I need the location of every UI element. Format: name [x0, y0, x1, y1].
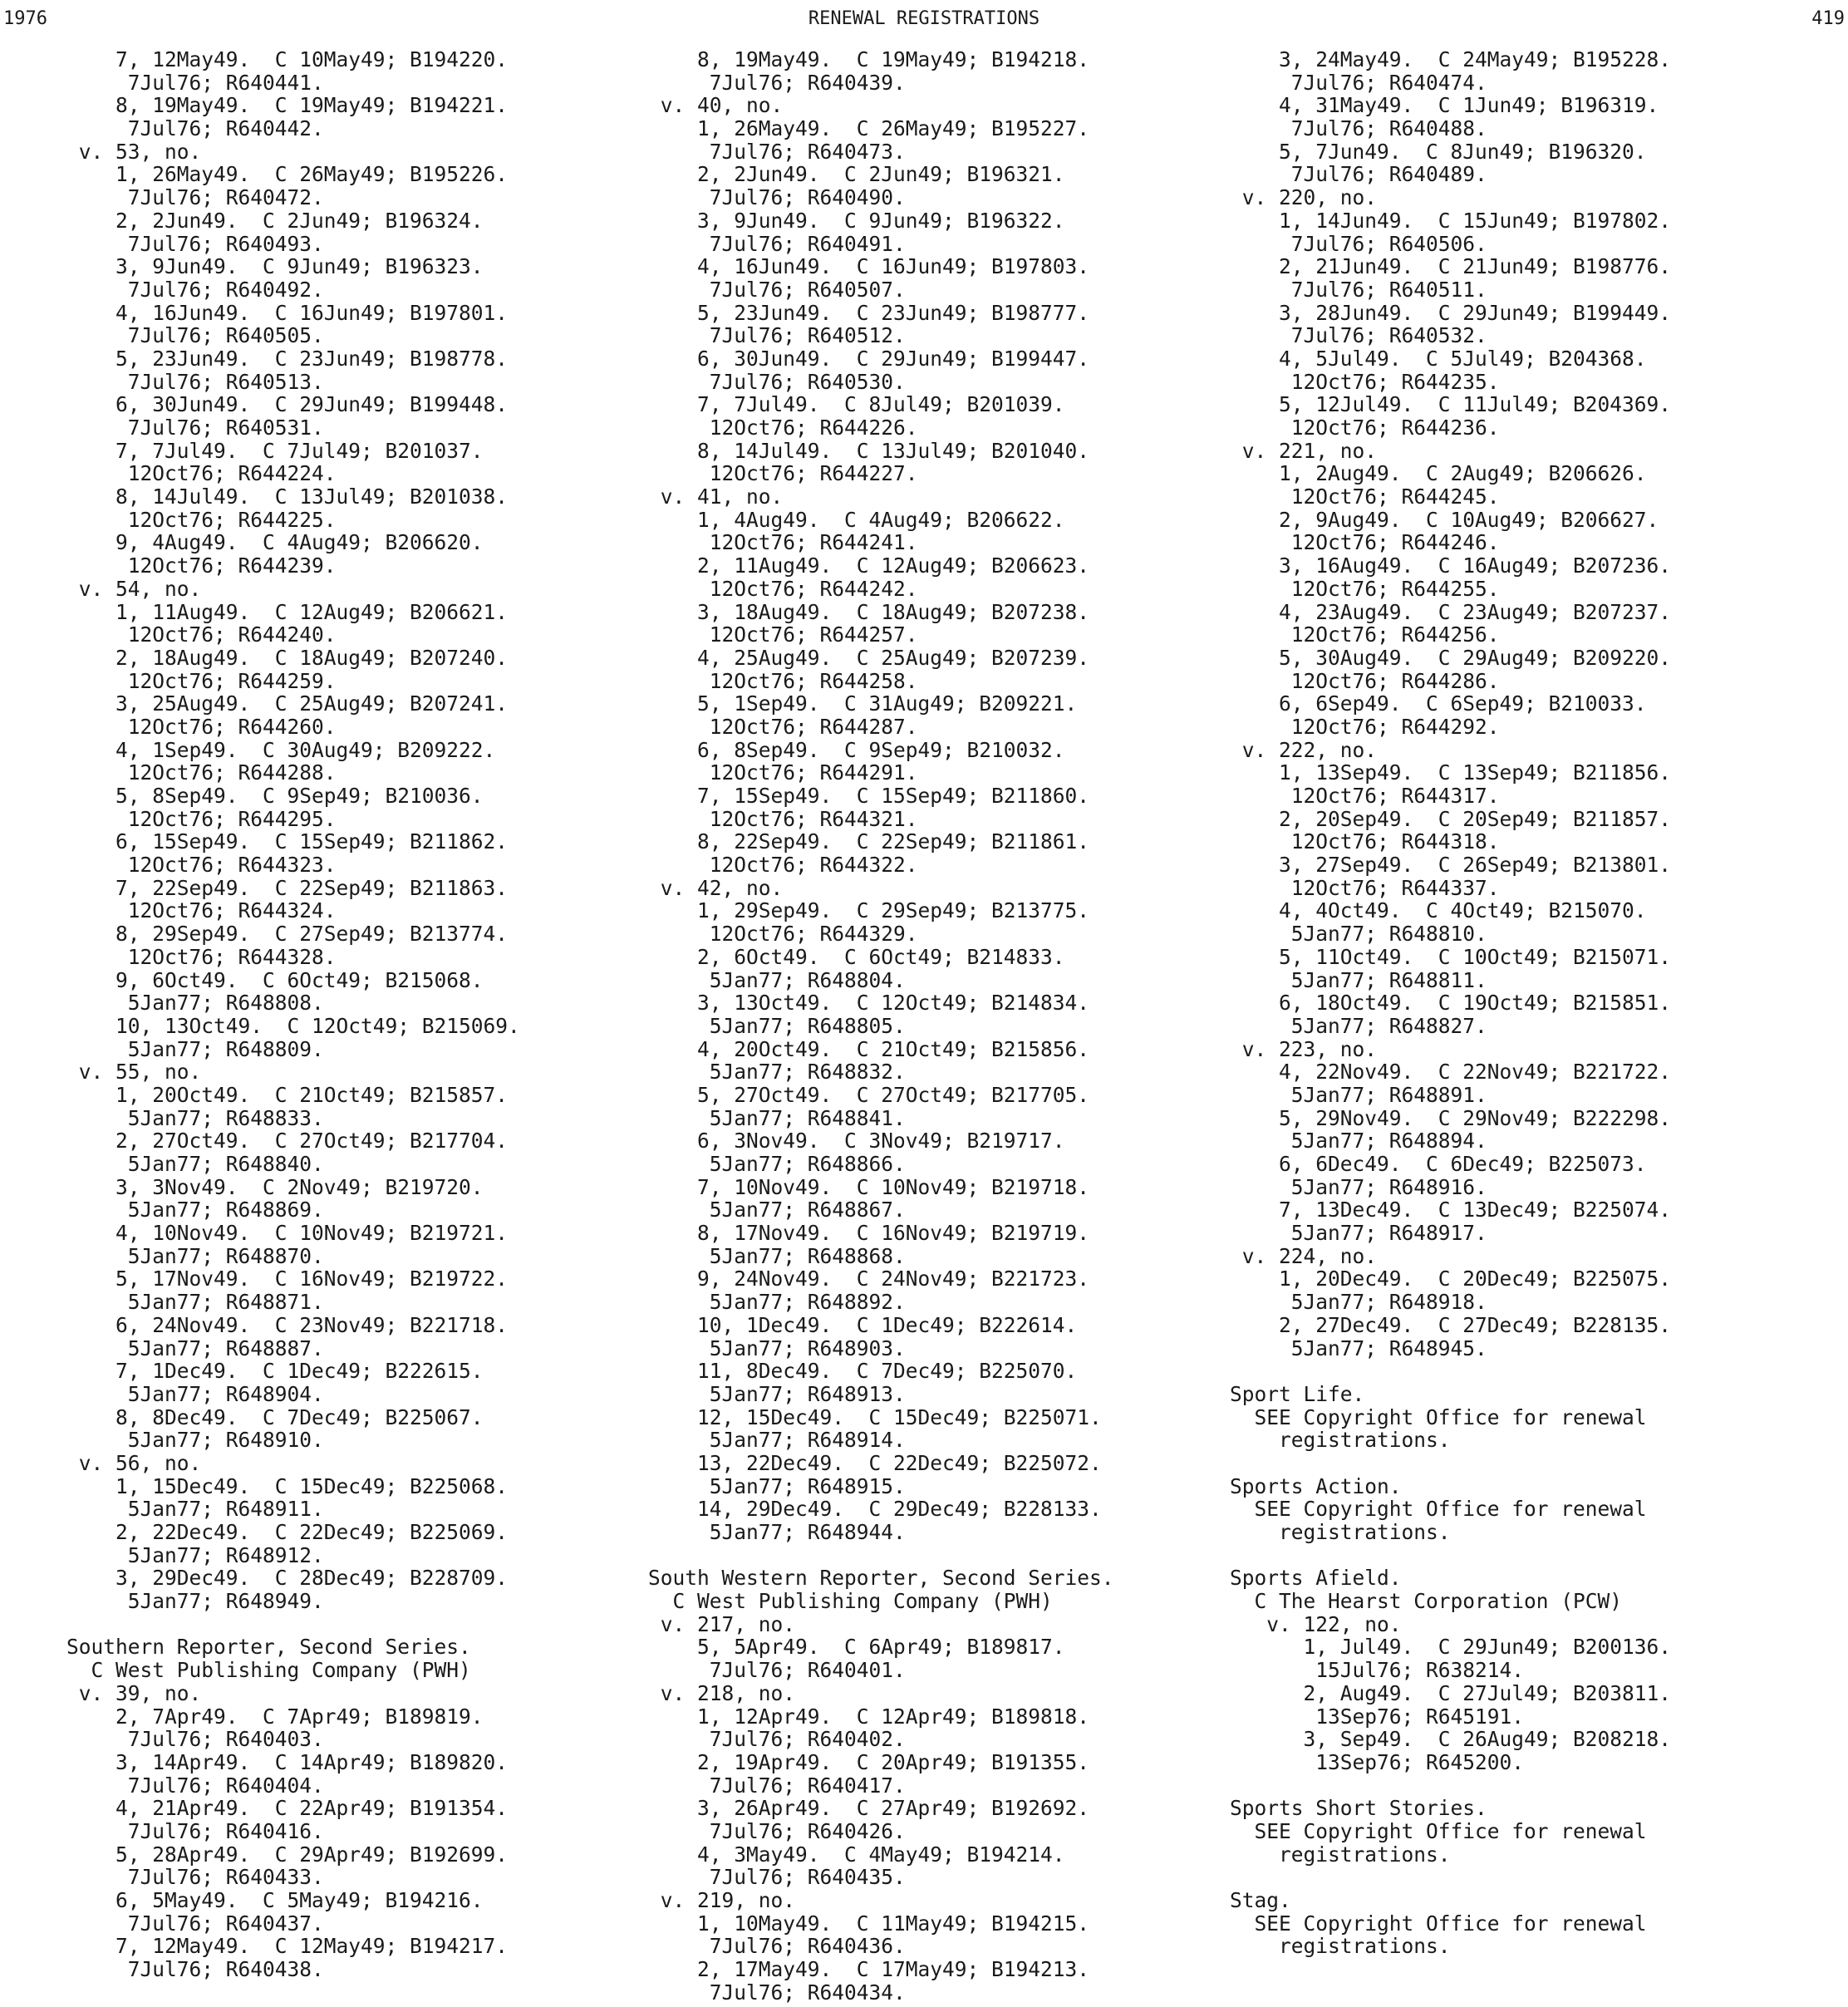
entry-line: 12Oct76; R644226.	[648, 416, 918, 440]
entry-line: 4, 23Aug49. C 23Aug49; B207237.	[1230, 599, 1672, 624]
entry-line: 7Jul76; R640506.	[1230, 231, 1487, 256]
entry-line: 12Oct76; R644291.	[648, 760, 918, 785]
entry-line: 5Jan77; R648827.	[1230, 1013, 1487, 1038]
entry-line: 12Oct76; R644224.	[66, 461, 337, 486]
entry-line: registrations.	[1230, 1428, 1451, 1453]
entry-line: 9, 6Oct49. C 6Oct49; B215068.	[66, 967, 484, 992]
entry-line: 12Oct76; R644241.	[648, 530, 918, 555]
entry-line: 4, 16Jun49. C 16Jun49; B197803.	[648, 254, 1090, 279]
entry-line: 4, 20Oct49. C 21Oct49; B215856.	[648, 1036, 1090, 1061]
entry-line: 2, 20Sep49. C 20Sep49; B211857.	[1230, 806, 1672, 831]
entry-line: South Western Reporter, Second Series.	[648, 1566, 1114, 1591]
entry-line: 3, 27Sep49. C 26Sep49; B213801.	[1230, 853, 1672, 878]
entry-line: 7Jul76; R640507.	[648, 277, 906, 302]
entry-line: 4, 22Nov49. C 22Nov49; B221722.	[1230, 1060, 1672, 1085]
entry-line: 2, 11Aug49. C 12Aug49; B206623.	[648, 553, 1090, 578]
entry-line: 7Jul76; R640402.	[648, 1727, 906, 1752]
page-header	[0, 5, 1848, 33]
entry-line: 1, Jul49. C 29Jun49; B200136.	[1230, 1635, 1672, 1660]
entry-line: 7Jul76; R640490.	[648, 185, 906, 210]
entry-line: 12Oct76; R644329.	[648, 922, 918, 947]
entry-line: 5Jan77; R648904.	[66, 1381, 324, 1406]
entry-line: registrations.	[1230, 1520, 1451, 1544]
entry-line: 3, 18Aug49. C 18Aug49; B207238.	[648, 599, 1090, 624]
entry-line: 3, 24May49. C 24May49; B195228.	[1230, 47, 1672, 71]
entry-line: v. 221, no.	[1230, 438, 1378, 463]
entry-line: C The Hearst Corporation (PCW)	[1230, 1589, 1623, 1614]
entry-line: 3, 29Dec49. C 28Dec49; B228709.	[66, 1566, 509, 1591]
entry-line: 2, 21Jun49. C 21Jun49; B198776.	[1230, 254, 1672, 279]
entry-line: v. 39, no.	[66, 1680, 202, 1705]
entry-line: 13, 22Dec49. C 22Dec49; B225072.	[648, 1450, 1102, 1475]
entry-line: 12Oct76; R644255.	[1230, 576, 1500, 601]
entry-line: SEE Copyright Office for renewal	[1230, 1818, 1647, 1843]
entry-line	[66, 1613, 615, 1636]
entry-line	[1230, 1774, 1828, 1798]
entry-line: 5, 7Jun49. C 8Jun49; B196320.	[1230, 139, 1647, 164]
entry-line: 1, 26May49. C 26May49; B195227.	[648, 116, 1090, 141]
entry-line: 4, 31May49. C 1Jun49; B196319.	[1230, 93, 1659, 118]
entry-line: 12Oct76; R644240.	[66, 622, 337, 647]
entry-line: 2, 27Oct49. C 27Oct49; B217704.	[66, 1129, 509, 1154]
entry-line: 5Jan77; R648870.	[66, 1243, 324, 1268]
entry-line: 7Jul76; R640434.	[648, 1980, 906, 2005]
entry-line: 5, 23Jun49. C 23Jun49; B198777.	[648, 300, 1090, 325]
entry-line: 1, 2Aug49. C 2Aug49; B206626.	[1230, 461, 1647, 486]
entry-line: 2, 22Dec49. C 22Dec49; B225069.	[66, 1520, 509, 1544]
entry-line: 12Oct76; R644323.	[66, 853, 337, 878]
entry-line: 5Jan77; R648915.	[648, 1473, 906, 1498]
entry-line: 12Oct76; R644225.	[66, 507, 337, 532]
entry-line: 7, 22Sep49. C 22Sep49; B211863.	[66, 875, 509, 900]
entry-line: 5Jan77; R648809.	[66, 1036, 324, 1061]
entry-line: 5Jan77; R648949.	[66, 1589, 324, 1614]
entry-line: 7Jul76; R640505.	[66, 323, 324, 348]
entry-line: 12Oct76; R644295.	[66, 806, 337, 831]
entry-line: 7, 13Dec49. C 13Dec49; B225074.	[1230, 1198, 1672, 1222]
entry-line: 5Jan77; R648833.	[66, 1105, 324, 1130]
entry-line: 2, 9Aug49. C 10Aug49; B206627.	[1230, 507, 1659, 532]
entry-line: 12Oct76; R644318.	[1230, 829, 1500, 854]
entry-line: 2, Aug49. C 27Jul49; B203811.	[1230, 1680, 1672, 1705]
entry-line: 8, 19May49. C 19May49; B194221.	[66, 93, 509, 118]
entry-line: 13Sep76; R645191.	[1230, 1704, 1525, 1729]
entry-line: 9, 24Nov49. C 24Nov49; B221723.	[648, 1267, 1090, 1291]
entry-line: 7Jul76; R640530.	[648, 369, 906, 394]
entry-line: 1, 14Jun49. C 15Jun49; B197802.	[1230, 208, 1672, 233]
entry-line: 3, 28Jun49. C 29Jun49; B199449.	[1230, 300, 1672, 325]
entry-line: C West Publishing Company (PWH)	[648, 1589, 1053, 1614]
entry-line: 1, 10May49. C 11May49; B194215.	[648, 1911, 1090, 1936]
entry-line: 2, 7Apr49. C 7Apr49; B189819.	[66, 1704, 484, 1729]
entry-line: 4, 16Jun49. C 16Jun49; B197801.	[66, 300, 509, 325]
entry-line: 15Jul76; R638214.	[1230, 1658, 1525, 1683]
entry-line: 7Jul76; R640492.	[66, 277, 324, 302]
entry-line: 6, 6Dec49. C 6Dec49; B225073.	[1230, 1152, 1647, 1176]
entry-line: 5Jan77; R648808.	[66, 991, 324, 1016]
entry-line: 2, 27Dec49. C 27Dec49; B228135.	[1230, 1312, 1672, 1337]
entry-line: 2, 2Jun49. C 2Jun49; B196321.	[648, 162, 1065, 187]
entry-line: 5, 5Apr49. C 6Apr49; B189817.	[648, 1635, 1065, 1660]
entry-line: 7Jul76; R640473.	[648, 139, 906, 164]
entry-line: 6, 5May49. C 5May49; B194216.	[66, 1888, 484, 1912]
entry-line: SEE Copyright Office for renewal	[1230, 1911, 1647, 1936]
entry-line	[1230, 1452, 1828, 1475]
entry-line: 9, 4Aug49. C 4Aug49; B206620.	[66, 530, 484, 555]
entry-line: 4, 1Sep49. C 30Aug49; B209222.	[66, 737, 496, 762]
entry-line: 7Jul76; R640513.	[66, 369, 324, 394]
entry-line: v. 40, no.	[648, 93, 784, 118]
entry-line: 2, 19Apr49. C 20Apr49; B191355.	[648, 1749, 1090, 1774]
entry-line: 12Oct76; R644292.	[1230, 714, 1500, 739]
entry-line: 7Jul76; R640532.	[1230, 323, 1487, 348]
entry-line: 2, 18Aug49. C 18Aug49; B207240.	[66, 645, 509, 670]
entry-line: 3, 13Oct49. C 12Oct49; B214834.	[648, 991, 1090, 1016]
entry-line: 5, 1Sep49. C 31Aug49; B209221.	[648, 691, 1078, 716]
entry-line: 6, 30Jun49. C 29Jun49; B199448.	[66, 392, 509, 417]
text-column-middle	[648, 47, 1188, 2005]
entry-line: 5Jan77; R648804.	[648, 967, 906, 992]
entry-line: 5Jan77; R648892.	[648, 1290, 906, 1315]
entry-line: 4, 4Oct49. C 4Oct49; B215070.	[1230, 898, 1647, 923]
entry-line: 12Oct76; R644256.	[1230, 622, 1500, 647]
entry-line: 12Oct76; R644321.	[648, 806, 918, 831]
text-column-left	[66, 48, 615, 1993]
entry-line: 5Jan77; R648867.	[648, 1198, 906, 1222]
entry-line: v. 217, no.	[648, 1611, 796, 1636]
entry-line	[648, 1544, 1188, 1567]
entry-line: 7, 7Jul49. C 7Jul49; B201037.	[66, 438, 484, 463]
entry-line: 12Oct76; R644245.	[1230, 485, 1500, 509]
entry-line: 6, 6Sep49. C 6Sep49; B210033.	[1230, 691, 1647, 716]
entry-line: 12Oct76; R644236.	[1230, 416, 1500, 440]
entry-line: 7, 15Sep49. C 15Sep49; B211860.	[648, 784, 1090, 808]
entry-line: 12Oct76; R644235.	[1230, 369, 1500, 394]
entry-line: 2, 6Oct49. C 6Oct49; B214833.	[648, 944, 1065, 969]
entry-line: 7Jul76; R640436.	[648, 1934, 906, 1959]
entry-line: 5Jan77; R648944.	[648, 1520, 906, 1544]
entry-line: 8, 19May49. C 19May49; B194218.	[648, 47, 1090, 71]
entry-line: Sports Afield.	[1230, 1566, 1402, 1591]
entry-line: 8, 8Dec49. C 7Dec49; B225067.	[66, 1404, 484, 1429]
entry-line: 12Oct76; R644246.	[1230, 530, 1500, 555]
entry-line: 5Jan77; R648912.	[66, 1542, 324, 1567]
entry-line: 7Jul76; R640426.	[648, 1818, 906, 1843]
entry-line: 5Jan77; R648871.	[66, 1290, 324, 1315]
entry-line: Sports Short Stories.	[1230, 1796, 1487, 1821]
entry-line: 5Jan77; R648866.	[648, 1152, 906, 1176]
entry-line: 5Jan77; R648910.	[66, 1428, 324, 1453]
entry-line: SEE Copyright Office for renewal	[1230, 1497, 1647, 1522]
entry-line: 7Jul76; R640493.	[66, 231, 324, 256]
entry-line: 1, 26May49. C 26May49; B195226.	[66, 162, 509, 187]
entry-line: 11, 8Dec49. C 7Dec49; B225070.	[648, 1359, 1078, 1384]
entry-line: 5Jan77; R648840.	[66, 1152, 324, 1176]
entry-line: 7, 1Dec49. C 1Dec49; B222615.	[66, 1359, 484, 1384]
entry-line: 7, 12May49. C 10May49; B194220.	[66, 47, 509, 71]
entry-line: v. 223, no.	[1230, 1036, 1378, 1061]
entry-line: 5Jan77; R648917.	[1230, 1221, 1487, 1246]
entry-line: v. 218, no.	[648, 1680, 796, 1705]
entry-line: 12Oct76; R644324.	[66, 898, 337, 923]
entry-line: 5Jan77; R648913.	[648, 1381, 906, 1406]
entry-line: 7Jul76; R640474.	[1230, 70, 1487, 95]
entry-line: 5Jan77; R648918.	[1230, 1290, 1487, 1315]
entry-line: 1, 13Sep49. C 13Sep49; B211856.	[1230, 760, 1672, 785]
entry-line: Sport Life.	[1230, 1381, 1365, 1406]
entry-line: 6, 15Sep49. C 15Sep49; B211862.	[66, 829, 509, 854]
entry-line: 12Oct76; R644288.	[66, 760, 337, 785]
entry-line: 6, 30Jun49. C 29Jun49; B199447.	[648, 346, 1090, 371]
entry-line: 3, 16Aug49. C 16Aug49; B207236.	[1230, 553, 1672, 578]
entry-line: 7Jul76; R640438.	[66, 1957, 324, 1982]
entry-line: 5, 30Aug49. C 29Aug49; B209220.	[1230, 645, 1672, 670]
entry-line: 12Oct76; R644328.	[66, 944, 337, 969]
entry-line: v. 56, no.	[66, 1450, 202, 1475]
entry-line: 10, 1Dec49. C 1Dec49; B222614.	[648, 1312, 1078, 1337]
entry-line: 4, 25Aug49. C 25Aug49; B207239.	[648, 645, 1090, 670]
entry-line: 5Jan77; R648887.	[66, 1336, 324, 1360]
entry-line: 14, 29Dec49. C 29Dec49; B228133.	[648, 1497, 1102, 1522]
entry-line: 7Jul76; R640511.	[1230, 277, 1487, 302]
entry-line: registrations.	[1230, 1842, 1451, 1867]
entry-line: 3, 9Jun49. C 9Jun49; B196323.	[66, 254, 484, 279]
entry-line: 8, 14Jul49. C 13Jul49; B201038.	[66, 485, 509, 509]
entry-line: 7Jul76; R640472.	[66, 185, 324, 210]
entry-line: 7Jul76; R640512.	[648, 323, 906, 348]
entry-line: 5Jan77; R648945.	[1230, 1336, 1487, 1360]
entry-line: 5Jan77; R648832.	[648, 1060, 906, 1085]
entry-line: 4, 21Apr49. C 22Apr49; B191354.	[66, 1796, 509, 1821]
entry-line: 3, 26Apr49. C 27Apr49; B192692.	[648, 1796, 1090, 1821]
entry-line: v. 219, no.	[648, 1888, 796, 1912]
entry-line: 5Jan77; R648841.	[648, 1105, 906, 1130]
entry-line: 7, 10Nov49. C 10Nov49; B219718.	[648, 1174, 1090, 1199]
entry-line: 7Jul76; R640403.	[66, 1727, 324, 1752]
page-number: 419	[1811, 8, 1845, 29]
entry-line: 4, 5Jul49. C 5Jul49; B204368.	[1230, 346, 1647, 371]
entry-line: 12Oct76; R644259.	[66, 668, 337, 693]
entry-line: 2, 17May49. C 17May49; B194213.	[648, 1957, 1090, 1982]
entry-line: 1, 20Dec49. C 20Dec49; B225075.	[1230, 1267, 1672, 1291]
entry-line: 1, 11Aug49. C 12Aug49; B206621.	[66, 599, 509, 624]
entry-line: v. 222, no.	[1230, 737, 1378, 762]
entry-line: 12Oct76; R644257.	[648, 622, 918, 647]
entry-line: 7Jul76; R640433.	[66, 1865, 324, 1890]
entry-line: 5Jan77; R648903.	[648, 1336, 906, 1360]
entry-line: 3, 14Apr49. C 14Apr49; B189820.	[66, 1749, 509, 1774]
entry-line: 7Jul76; R640416.	[66, 1818, 324, 1843]
entry-line: 7Jul76; R640491.	[648, 231, 906, 256]
entry-line: v. 54, no.	[66, 576, 202, 601]
entry-line: 12Oct76; R644242.	[648, 576, 918, 601]
entry-line: 5, 8Sep49. C 9Sep49; B210036.	[66, 784, 484, 808]
entry-line: 2, 2Jun49. C 2Jun49; B196324.	[66, 208, 484, 233]
entry-line: 12Oct76; R644287.	[648, 714, 918, 739]
entry-line: 5Jan77; R648811.	[1230, 967, 1487, 992]
header-year: 1976	[3, 8, 47, 29]
entry-line: v. 224, no.	[1230, 1243, 1378, 1268]
entry-line: 5Jan77; R648891.	[1230, 1082, 1487, 1107]
entry-line: 3, Sep49. C 26Aug49; B208218.	[1230, 1727, 1672, 1752]
entry-line: Sports Action.	[1230, 1473, 1402, 1498]
entry-line: 12Oct76; R644260.	[66, 714, 337, 739]
entry-line	[1230, 1866, 1828, 1889]
entry-line: 7Jul76; R640435.	[648, 1865, 906, 1890]
entry-line: v. 41, no.	[648, 485, 784, 509]
entry-line: 6, 24Nov49. C 23Nov49; B221718.	[66, 1312, 509, 1337]
entry-line: 12Oct76; R644227.	[648, 461, 918, 486]
entry-line: 8, 17Nov49. C 16Nov49; B219719.	[648, 1221, 1090, 1246]
entry-line: 7Jul76; R640437.	[66, 1911, 324, 1936]
entry-line: 1, 4Aug49. C 4Aug49; B206622.	[648, 507, 1065, 532]
entry-line: 12, 15Dec49. C 15Dec49; B225071.	[648, 1404, 1102, 1429]
entry-line: 7, 7Jul49. C 8Jul49; B201039.	[648, 392, 1065, 417]
entry-line: 5Jan77; R648805.	[648, 1013, 906, 1038]
entry-line: 12Oct76; R644317.	[1230, 784, 1500, 808]
entry-line: v. 42, no.	[648, 875, 784, 900]
entry-line: 7, 12May49. C 12May49; B194217.	[66, 1934, 509, 1959]
entry-line: 5Jan77; R648914.	[648, 1428, 906, 1453]
entry-line: 5Jan77; R648869.	[66, 1198, 324, 1222]
entry-line: 8, 22Sep49. C 22Sep49; B211861.	[648, 829, 1090, 854]
entry-line: Southern Reporter, Second Series.	[66, 1635, 471, 1660]
entry-line	[1230, 1544, 1828, 1567]
entry-line: 7Jul76; R640531.	[66, 416, 324, 440]
entry-line: 5Jan77; R648868.	[648, 1243, 906, 1268]
entry-line: 10, 13Oct49. C 12Oct49; B215069.	[66, 1013, 520, 1038]
entry-line: 4, 3May49. C 4May49; B194214.	[648, 1842, 1065, 1867]
entry-line: v. 55, no.	[66, 1060, 202, 1085]
entry-line: 5Jan77; R648911.	[66, 1497, 324, 1522]
entry-line: 5, 11Oct49. C 10Oct49; B215071.	[1230, 944, 1672, 969]
entry-line: 7Jul76; R640488.	[1230, 116, 1487, 141]
entry-line: 12Oct76; R644322.	[648, 853, 918, 878]
entry-line: v. 220, no.	[1230, 185, 1378, 210]
entry-line	[1230, 1360, 1828, 1383]
entry-line: 4, 10Nov49. C 10Nov49; B219721.	[66, 1221, 509, 1246]
entry-line: C West Publishing Company (PWH)	[66, 1658, 471, 1683]
entry-line: 13Sep76; R645200.	[1230, 1749, 1525, 1774]
entry-line: 6, 3Nov49. C 3Nov49; B219717.	[648, 1129, 1065, 1154]
entry-line: 7Jul76; R640489.	[1230, 162, 1487, 187]
entry-line: 12Oct76; R644337.	[1230, 875, 1500, 900]
entry-line: 5, 23Jun49. C 23Jun49; B198778.	[66, 346, 509, 371]
entry-line: 3, 9Jun49. C 9Jun49; B196322.	[648, 208, 1065, 233]
entry-line: 3, 3Nov49. C 2Nov49; B219720.	[66, 1174, 484, 1199]
entry-line: 5Jan77; R648894.	[1230, 1129, 1487, 1154]
entry-line: 8, 29Sep49. C 27Sep49; B213774.	[66, 922, 509, 947]
entry-line: 1, 12Apr49. C 12Apr49; B189818.	[648, 1704, 1090, 1729]
entry-line: 5, 29Nov49. C 29Nov49; B222298.	[1230, 1105, 1672, 1130]
entry-line: 5, 12Jul49. C 11Jul49; B204369.	[1230, 392, 1672, 417]
entry-line: SEE Copyright Office for renewal	[1230, 1404, 1647, 1429]
entry-line: 6, 8Sep49. C 9Sep49; B210032.	[648, 737, 1065, 762]
entry-line: 5Jan77; R648916.	[1230, 1174, 1487, 1199]
entry-line: 7Jul76; R640401.	[648, 1658, 906, 1683]
entry-line: 7Jul76; R640441.	[66, 70, 324, 95]
entry-line: 6, 18Oct49. C 19Oct49; B215851.	[1230, 991, 1672, 1016]
entry-line: 12Oct76; R644286.	[1230, 668, 1500, 693]
entry-line: 8, 14Jul49. C 13Jul49; B201040.	[648, 438, 1090, 463]
entry-line: 5, 17Nov49. C 16Nov49; B219722.	[66, 1267, 509, 1291]
entry-line: registrations.	[1230, 1934, 1451, 1959]
entry-line: 1, 20Oct49. C 21Oct49; B215857.	[66, 1082, 509, 1107]
entry-line: Stag.	[1230, 1888, 1291, 1912]
entry-line: 5Jan77; R648810.	[1230, 922, 1487, 947]
entry-line: v. 122, no.	[1230, 1611, 1402, 1636]
entry-line: 1, 29Sep49. C 29Sep49; B213775.	[648, 898, 1090, 923]
entry-line: 12Oct76; R644258.	[648, 668, 918, 693]
entry-line: v. 53, no.	[66, 139, 202, 164]
entry-line: 7Jul76; R640439.	[648, 70, 906, 95]
entry-line: 1, 15Dec49. C 15Dec49; B225068.	[66, 1473, 509, 1498]
header-title: RENEWAL REGISTRATIONS	[808, 8, 1040, 29]
entry-line: 7Jul76; R640404.	[66, 1773, 324, 1798]
entry-line: 7Jul76; R640417.	[648, 1773, 906, 1798]
text-column-right	[1230, 48, 1828, 1993]
entry-line: 7Jul76; R640442.	[66, 116, 324, 141]
entry-line: 5, 27Oct49. C 27Oct49; B217705.	[648, 1082, 1090, 1107]
entry-line: 3, 25Aug49. C 25Aug49; B207241.	[66, 691, 509, 716]
entry-line: 12Oct76; R644239.	[66, 553, 337, 578]
entry-line: 5, 28Apr49. C 29Apr49; B192699.	[66, 1842, 509, 1867]
